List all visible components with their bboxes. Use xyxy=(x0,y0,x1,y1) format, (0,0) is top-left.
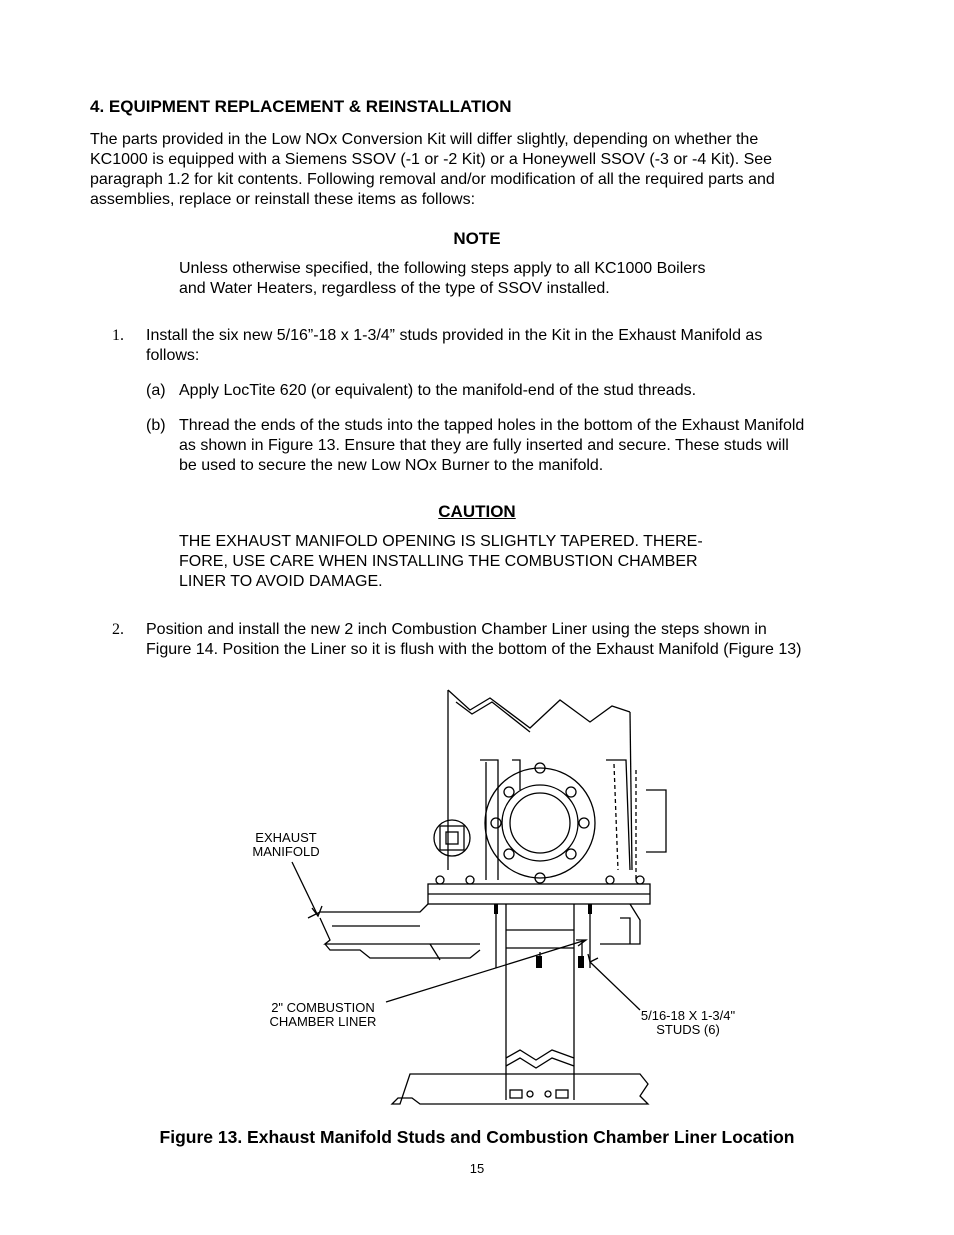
step-number: 2. xyxy=(112,621,124,638)
substep-line: Apply LocTite 620 (or equivalent) to the manifold-end of the stud threads. xyxy=(179,382,697,399)
intro-line: assemblies, replace or reinstall these items as follows: xyxy=(90,191,476,208)
section-heading: 4. EQUIPMENT REPLACEMENT & REINSTALLATION xyxy=(90,97,512,116)
caution-line: FORE, USE CARE WHEN INSTALLING THE COMBUSTION CHAMBER xyxy=(179,553,698,570)
note-line: Unless otherwise specified, the following steps apply to all KC1000 Boilers xyxy=(179,260,706,277)
note-line: and Water Heaters, regardless of the type of SSOV installed. xyxy=(179,280,610,297)
caution-title: CAUTION xyxy=(438,502,516,521)
page-number: 15 xyxy=(469,1161,485,1176)
label-line: STUDS (6) xyxy=(656,1022,720,1037)
step-line: Figure 14. Position the Liner so it is flush with the bottom of the Exhaust Manifold (Figure 13) xyxy=(146,641,802,658)
liner-label xyxy=(258,1001,388,1029)
label-line: EXHAUST xyxy=(255,830,317,845)
label-line: 2" COMBUSTION xyxy=(271,1000,375,1015)
caution-line: LINER TO AVOID DAMAGE. xyxy=(179,573,383,590)
substep-label: (a) xyxy=(146,382,166,399)
substep-label: (b) xyxy=(146,417,166,434)
note-title: NOTE xyxy=(453,229,501,248)
caution-line: THE EXHAUST MANIFOLD OPENING IS SLIGHTLY TAPERED. THERE- xyxy=(179,533,703,550)
step-line: Position and install the new 2 inch Combustion Chamber Liner using the steps shown in xyxy=(146,621,767,638)
exhaust-manifold-label xyxy=(236,831,336,859)
figure-caption: Figure 13. Exhaust Manifold Studs and Combustion Chamber Liner Location xyxy=(159,1127,795,1147)
studs-label xyxy=(628,1009,748,1037)
substep-line: be used to secure the new Low NOx Burner to the manifold. xyxy=(179,457,604,474)
intro-line: The parts provided in the Low NOx Conversion Kit will differ slightly, depending on whether the xyxy=(90,131,759,148)
step-line: follows: xyxy=(146,347,200,364)
step-number: 1. xyxy=(112,327,124,344)
label-line: MANIFOLD xyxy=(252,844,320,859)
step-line: Install the six new 5/16”-18 x 1-3/4” studs provided in the Kit in the Exhaust Manifold as xyxy=(146,327,763,344)
substep-line: Thread the ends of the studs into the tapped holes in the bottom of the Exhaust Manifold xyxy=(179,417,805,434)
label-line: 5/16-18 X 1-3/4" xyxy=(640,1008,736,1023)
substep-line: as shown in Figure 13. Ensure that they are fully inserted and secure. These studs will xyxy=(179,437,789,454)
intro-line: paragraph 1.2 for kit contents. Following removal and/or modification of all the required parts and xyxy=(90,171,775,188)
intro-line: KC1000 is equipped with a Siemens SSOV (-1 or -2 Kit) or a Honeywell SSOV (-3 or -4 Kit). See xyxy=(90,151,773,168)
label-line: CHAMBER LINER xyxy=(269,1014,377,1029)
